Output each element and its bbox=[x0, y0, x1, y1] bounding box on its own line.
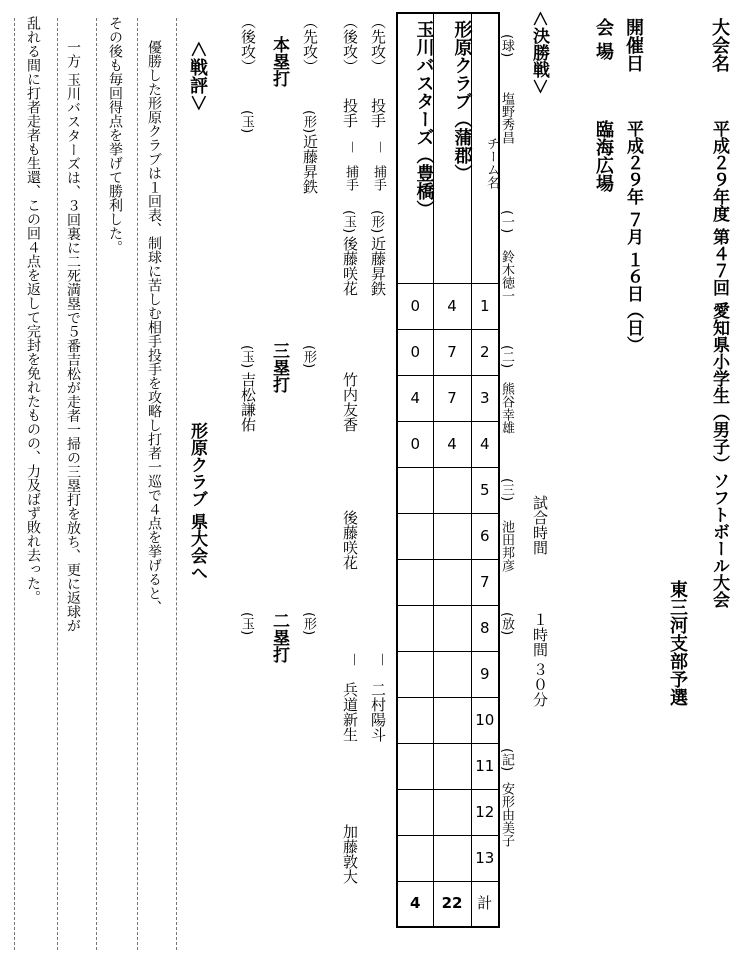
umpire-name: 池田邦彦 bbox=[499, 520, 514, 572]
battery-bottom-label: （後攻） bbox=[341, 14, 359, 74]
hits-top-label: （先攻） bbox=[301, 14, 319, 74]
battery-pitcher-label: 投手 bbox=[341, 98, 359, 128]
top-pitcher: 竹内友香 bbox=[341, 372, 359, 432]
game-time-value: １時間 ３０分 bbox=[531, 612, 549, 707]
inning-number: 5 bbox=[471, 467, 499, 513]
review-line: 乱れる間に打者走者も生還、この回４点を返して完封を免れたものの、力及ばず敗れ去った。 bbox=[25, 16, 41, 604]
umpire-name: 塩野秀昌 bbox=[499, 92, 514, 144]
triple-team-top: (形) bbox=[301, 345, 316, 369]
umpire-name: 安形由美子 bbox=[499, 782, 514, 847]
score-cell bbox=[397, 605, 433, 651]
score-cell bbox=[397, 513, 433, 559]
branch-name: 東三河支部予選 bbox=[667, 580, 688, 706]
total-score-bottom: 4 bbox=[397, 881, 433, 927]
double-label: 二塁打 bbox=[269, 612, 289, 663]
top-pitcher: 近藤昇鉄 bbox=[369, 236, 387, 296]
double-team-bottom: (玉) bbox=[239, 612, 254, 636]
umpire-role: (記) bbox=[499, 748, 514, 772]
team-column-header: チーム名 bbox=[471, 13, 499, 283]
review-rule bbox=[137, 18, 138, 950]
score-cell bbox=[397, 789, 433, 835]
home-run-team: (形) bbox=[301, 110, 316, 134]
venue-label: 会 場 bbox=[593, 18, 614, 61]
score-cell bbox=[397, 697, 433, 743]
inning-number: 7 bbox=[471, 559, 499, 605]
score-cell bbox=[433, 559, 471, 605]
team-name-top: 形原クラブ（蒲郡） bbox=[433, 13, 471, 283]
battery-separator: － bbox=[371, 140, 387, 154]
battery-team-bottom: (玉) bbox=[341, 210, 356, 234]
umpire-role: (放) bbox=[499, 612, 514, 636]
review-rule bbox=[176, 18, 177, 950]
bottom-catcher-dash: － bbox=[345, 652, 363, 668]
team-name-bottom: 玉川バスターズ（豊橋） bbox=[397, 13, 433, 283]
score-cell: 4 bbox=[433, 421, 471, 467]
review-rule bbox=[96, 18, 97, 950]
score-cell bbox=[433, 467, 471, 513]
inning-number: 13 bbox=[471, 835, 499, 881]
date-value: 平成２９年 ７月 １６日（日） bbox=[623, 120, 643, 353]
inning-number: 9 bbox=[471, 651, 499, 697]
score-cell bbox=[397, 651, 433, 697]
score-cell: 0 bbox=[397, 283, 433, 329]
score-cell bbox=[433, 835, 471, 881]
inning-number: 11 bbox=[471, 743, 499, 789]
inning-number: 1 bbox=[471, 283, 499, 329]
game-time-label: 試合時間 bbox=[531, 495, 549, 555]
triple-label: 三塁打 bbox=[269, 342, 289, 393]
score-cell bbox=[433, 743, 471, 789]
home-run-label: 本塁打 bbox=[269, 36, 289, 87]
score-cell bbox=[433, 605, 471, 651]
umpire-role: (一) bbox=[499, 210, 514, 234]
score-cell: 4 bbox=[397, 375, 433, 421]
score-cell bbox=[397, 743, 433, 789]
venue-value: 臨海広場 bbox=[593, 120, 614, 192]
review-rule bbox=[57, 18, 58, 950]
battery-separator: － bbox=[343, 140, 359, 154]
home-run-team-bottom: (玉) bbox=[239, 110, 254, 134]
date-label: 開催日 bbox=[623, 18, 644, 72]
umpire-name: 熊谷幸雄 bbox=[499, 382, 514, 434]
score-cell bbox=[433, 697, 471, 743]
review-rule bbox=[14, 18, 15, 950]
score-cell: 0 bbox=[397, 329, 433, 375]
bottom-catcher: 兵道新生 bbox=[341, 682, 359, 742]
inning-number: 12 bbox=[471, 789, 499, 835]
umpire-role: (二) bbox=[499, 345, 514, 369]
umpire-role: (球) bbox=[499, 34, 514, 58]
hits-bottom-label: （後攻） bbox=[239, 14, 257, 74]
score-cell bbox=[433, 789, 471, 835]
inning-number: 4 bbox=[471, 421, 499, 467]
review-result: 形原クラブ 県大会へ bbox=[187, 422, 207, 581]
top-pitcher: 加藤敦大 bbox=[341, 824, 359, 884]
total-score-top: 22 bbox=[433, 881, 471, 927]
battery-team-top: (形) bbox=[369, 210, 384, 234]
inning-number: 2 bbox=[471, 329, 499, 375]
battery-catcher-label: 捕手 bbox=[343, 165, 358, 191]
score-cell: 7 bbox=[433, 329, 471, 375]
score-cell bbox=[397, 559, 433, 605]
tournament-label: 大会名 bbox=[709, 18, 730, 72]
score-cell: 0 bbox=[397, 421, 433, 467]
top-pitcher: 後藤咲花 bbox=[341, 510, 359, 570]
bottom-catcher: 後藤咲花 bbox=[341, 236, 359, 296]
score-cell: 4 bbox=[433, 283, 471, 329]
review-line: 一方 玉川バスターズは、３回裏に二死満塁で５番吉松が走者一掃の三塁打を放ち、更に返球が bbox=[65, 40, 81, 633]
umpire-role: (三) bbox=[499, 478, 514, 502]
top-pitcher: 二村陽斗 bbox=[369, 682, 387, 742]
review-line: 優勝した形原クラブは１回表、制球に苦しむ相手投手を攻略し打者一巡で４点を挙げると、 bbox=[146, 40, 162, 614]
score-cell bbox=[433, 513, 471, 559]
inning-number: 3 bbox=[471, 375, 499, 421]
battery-pitcher-label: 投手 bbox=[369, 98, 387, 128]
tournament-name: 平成２９年度 第４７回 愛知県小学生（男子）ソフトボール大会 bbox=[709, 120, 729, 608]
review-heading: ＜戦評＞ bbox=[187, 40, 208, 112]
score-cell bbox=[397, 467, 433, 513]
score-cell: 7 bbox=[433, 375, 471, 421]
inning-number: 6 bbox=[471, 513, 499, 559]
home-run-player: 近藤昇鉄 bbox=[301, 134, 319, 194]
score-cell bbox=[397, 835, 433, 881]
total-label: 計 bbox=[471, 881, 499, 927]
score-cell bbox=[433, 651, 471, 697]
umpire-name: 鈴木徳一 bbox=[499, 250, 514, 302]
double-team-top: (形) bbox=[301, 612, 316, 636]
battery-catcher-label: 捕手 bbox=[371, 165, 386, 191]
inning-number: 8 bbox=[471, 605, 499, 651]
triple-team-bottom: (玉) bbox=[239, 345, 254, 369]
inning-number: 10 bbox=[471, 697, 499, 743]
triple-player: 吉松謙佑 bbox=[239, 372, 257, 432]
top-pitcher-dash: － bbox=[373, 652, 391, 668]
battery-top-label: （先攻） bbox=[369, 14, 387, 74]
review-line: その後も毎回得点を挙げて勝利した。 bbox=[107, 16, 123, 254]
scoreboard bbox=[396, 12, 500, 928]
game-round: ＜決勝戦＞ bbox=[529, 10, 549, 95]
